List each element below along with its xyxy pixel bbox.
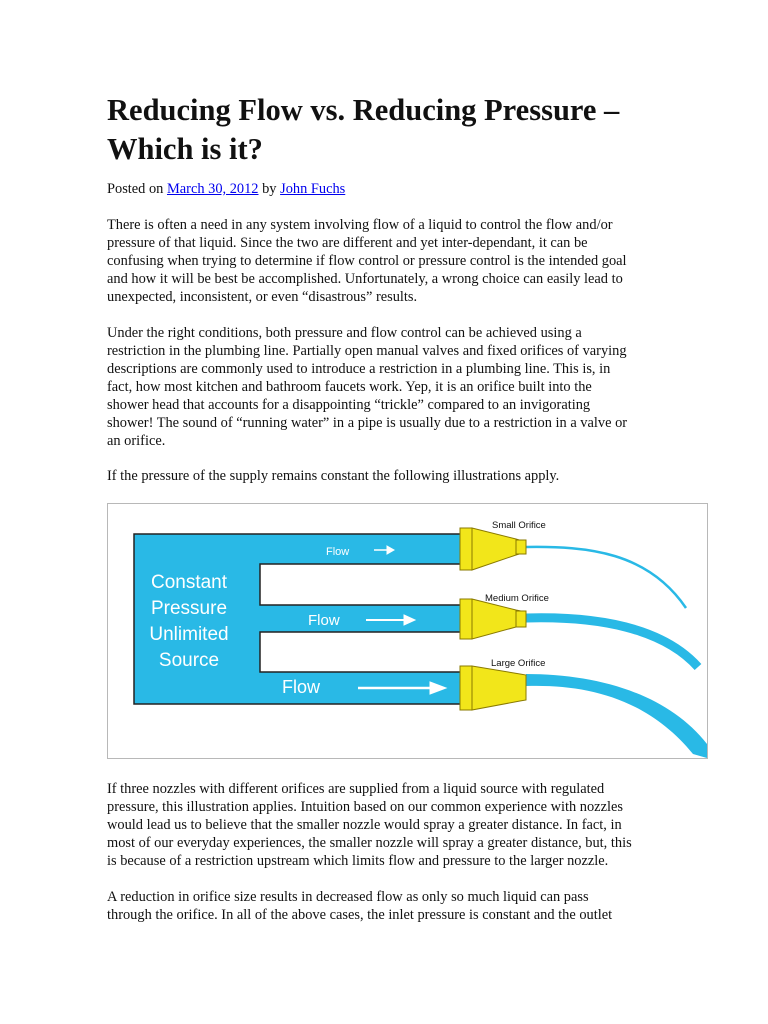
paragraph-line: through the orifice. In all of the above cases, the inlet pressure is constant and the outlet (107, 907, 613, 923)
paragraph-line: would lead us to believe that the smaller nozzle would spray a greater distance. In fact, in (107, 817, 622, 833)
large-nozzle (460, 666, 526, 710)
paragraph-line: descriptions are commonly used to introduce a restriction in a plumbing line. This is, in (107, 361, 611, 377)
source-label-line-3: Unlimited (149, 624, 229, 645)
paragraph-line: unexpected, inconsistent, or even “disastrous” results. (107, 289, 418, 305)
paragraph-line: There is often a need in any system involving flow of a liquid to control the flow and/or (107, 217, 613, 233)
source-label-line-2: Pressure (150, 598, 228, 619)
paragraph-line: shower head that accounts for a disappointing “trickle” compared to an invigorating (107, 397, 591, 413)
medium-orifice-stream (526, 618, 698, 667)
paragraph-4 (107, 780, 632, 870)
title-line-2: Which is it? (107, 132, 263, 166)
paragraph-2 (107, 324, 627, 450)
paragraph-line: restriction in the plumbing line. Partially open manual valves and fixed orifices of varying (107, 343, 627, 359)
flow-label-small: Flow (326, 546, 350, 558)
source-label-line-4: Source (158, 650, 220, 671)
paragraph-line: Under the right conditions, both pressure and flow control can be achieved using a (107, 325, 582, 341)
paragraph-line: If the pressure of the supply remains constant the following illustrations apply. (107, 468, 560, 484)
paragraph-line: pressure of that liquid. Since the two are different and yet inter-dependant, it can be (107, 235, 588, 251)
paragraph-3 (107, 467, 559, 485)
paragraph-line: most of our everyday experiences, the smaller nozzle will spray a greater distance, but, this (107, 835, 632, 851)
posted-on-label: Posted on (107, 181, 167, 197)
paragraph-line: is because of a restriction upstream which limits flow and pressure to the larger nozzle. (107, 853, 609, 869)
large-orifice-label: Large Orifice (491, 658, 546, 669)
flow-diagram (108, 504, 707, 758)
paragraph-line: fact, how most kitchen and bathroom faucets work. Yep, it is an orifice built into the (107, 379, 592, 395)
title-line-1: Reducing Flow vs. Reducing Pressure – (107, 93, 620, 127)
paragraph-5 (107, 888, 612, 924)
by-label: by (258, 181, 281, 197)
author-link[interactable]: John Fuchs (280, 181, 346, 197)
paragraph-line: pressure, this illustration applies. Intuition based on our common experience with nozzles (107, 799, 623, 815)
source-label-line-1: Constant (150, 572, 228, 593)
small-orifice-stream (526, 547, 686, 608)
flow-label-large: Flow (282, 677, 321, 697)
article-title (107, 91, 667, 169)
paragraph-line: A reduction in orifice size results in decreased flow as only so much liquid can pass (107, 889, 589, 905)
paragraph-line: and how it will be best be accomplished. Unfortunately, a wrong choice can easily lead to (107, 271, 623, 287)
large-orifice-stream (526, 674, 707, 758)
paragraph-1 (107, 216, 627, 306)
paragraph-line: confusing when trying to determine if flow control or pressure control is the intended goal (107, 253, 627, 269)
small-nozzle (460, 528, 526, 570)
flow-label-medium: Flow (308, 612, 340, 629)
paragraph-line: If three nozzles with different orifices are supplied from a liquid source with regulated (107, 781, 605, 797)
paragraph-line: shower! The sound of “running water” in a pipe is usually due to a restriction in a valve or (107, 415, 628, 431)
flow-illustration (107, 503, 708, 759)
medium-orifice-label: Medium Orifice (485, 593, 549, 604)
medium-nozzle (460, 599, 526, 639)
post-date-link[interactable]: March 30, 2012 (166, 181, 259, 197)
byline (107, 180, 345, 198)
paragraph-line: an orifice. (107, 433, 166, 449)
small-orifice-label: Small Orifice (492, 520, 546, 531)
